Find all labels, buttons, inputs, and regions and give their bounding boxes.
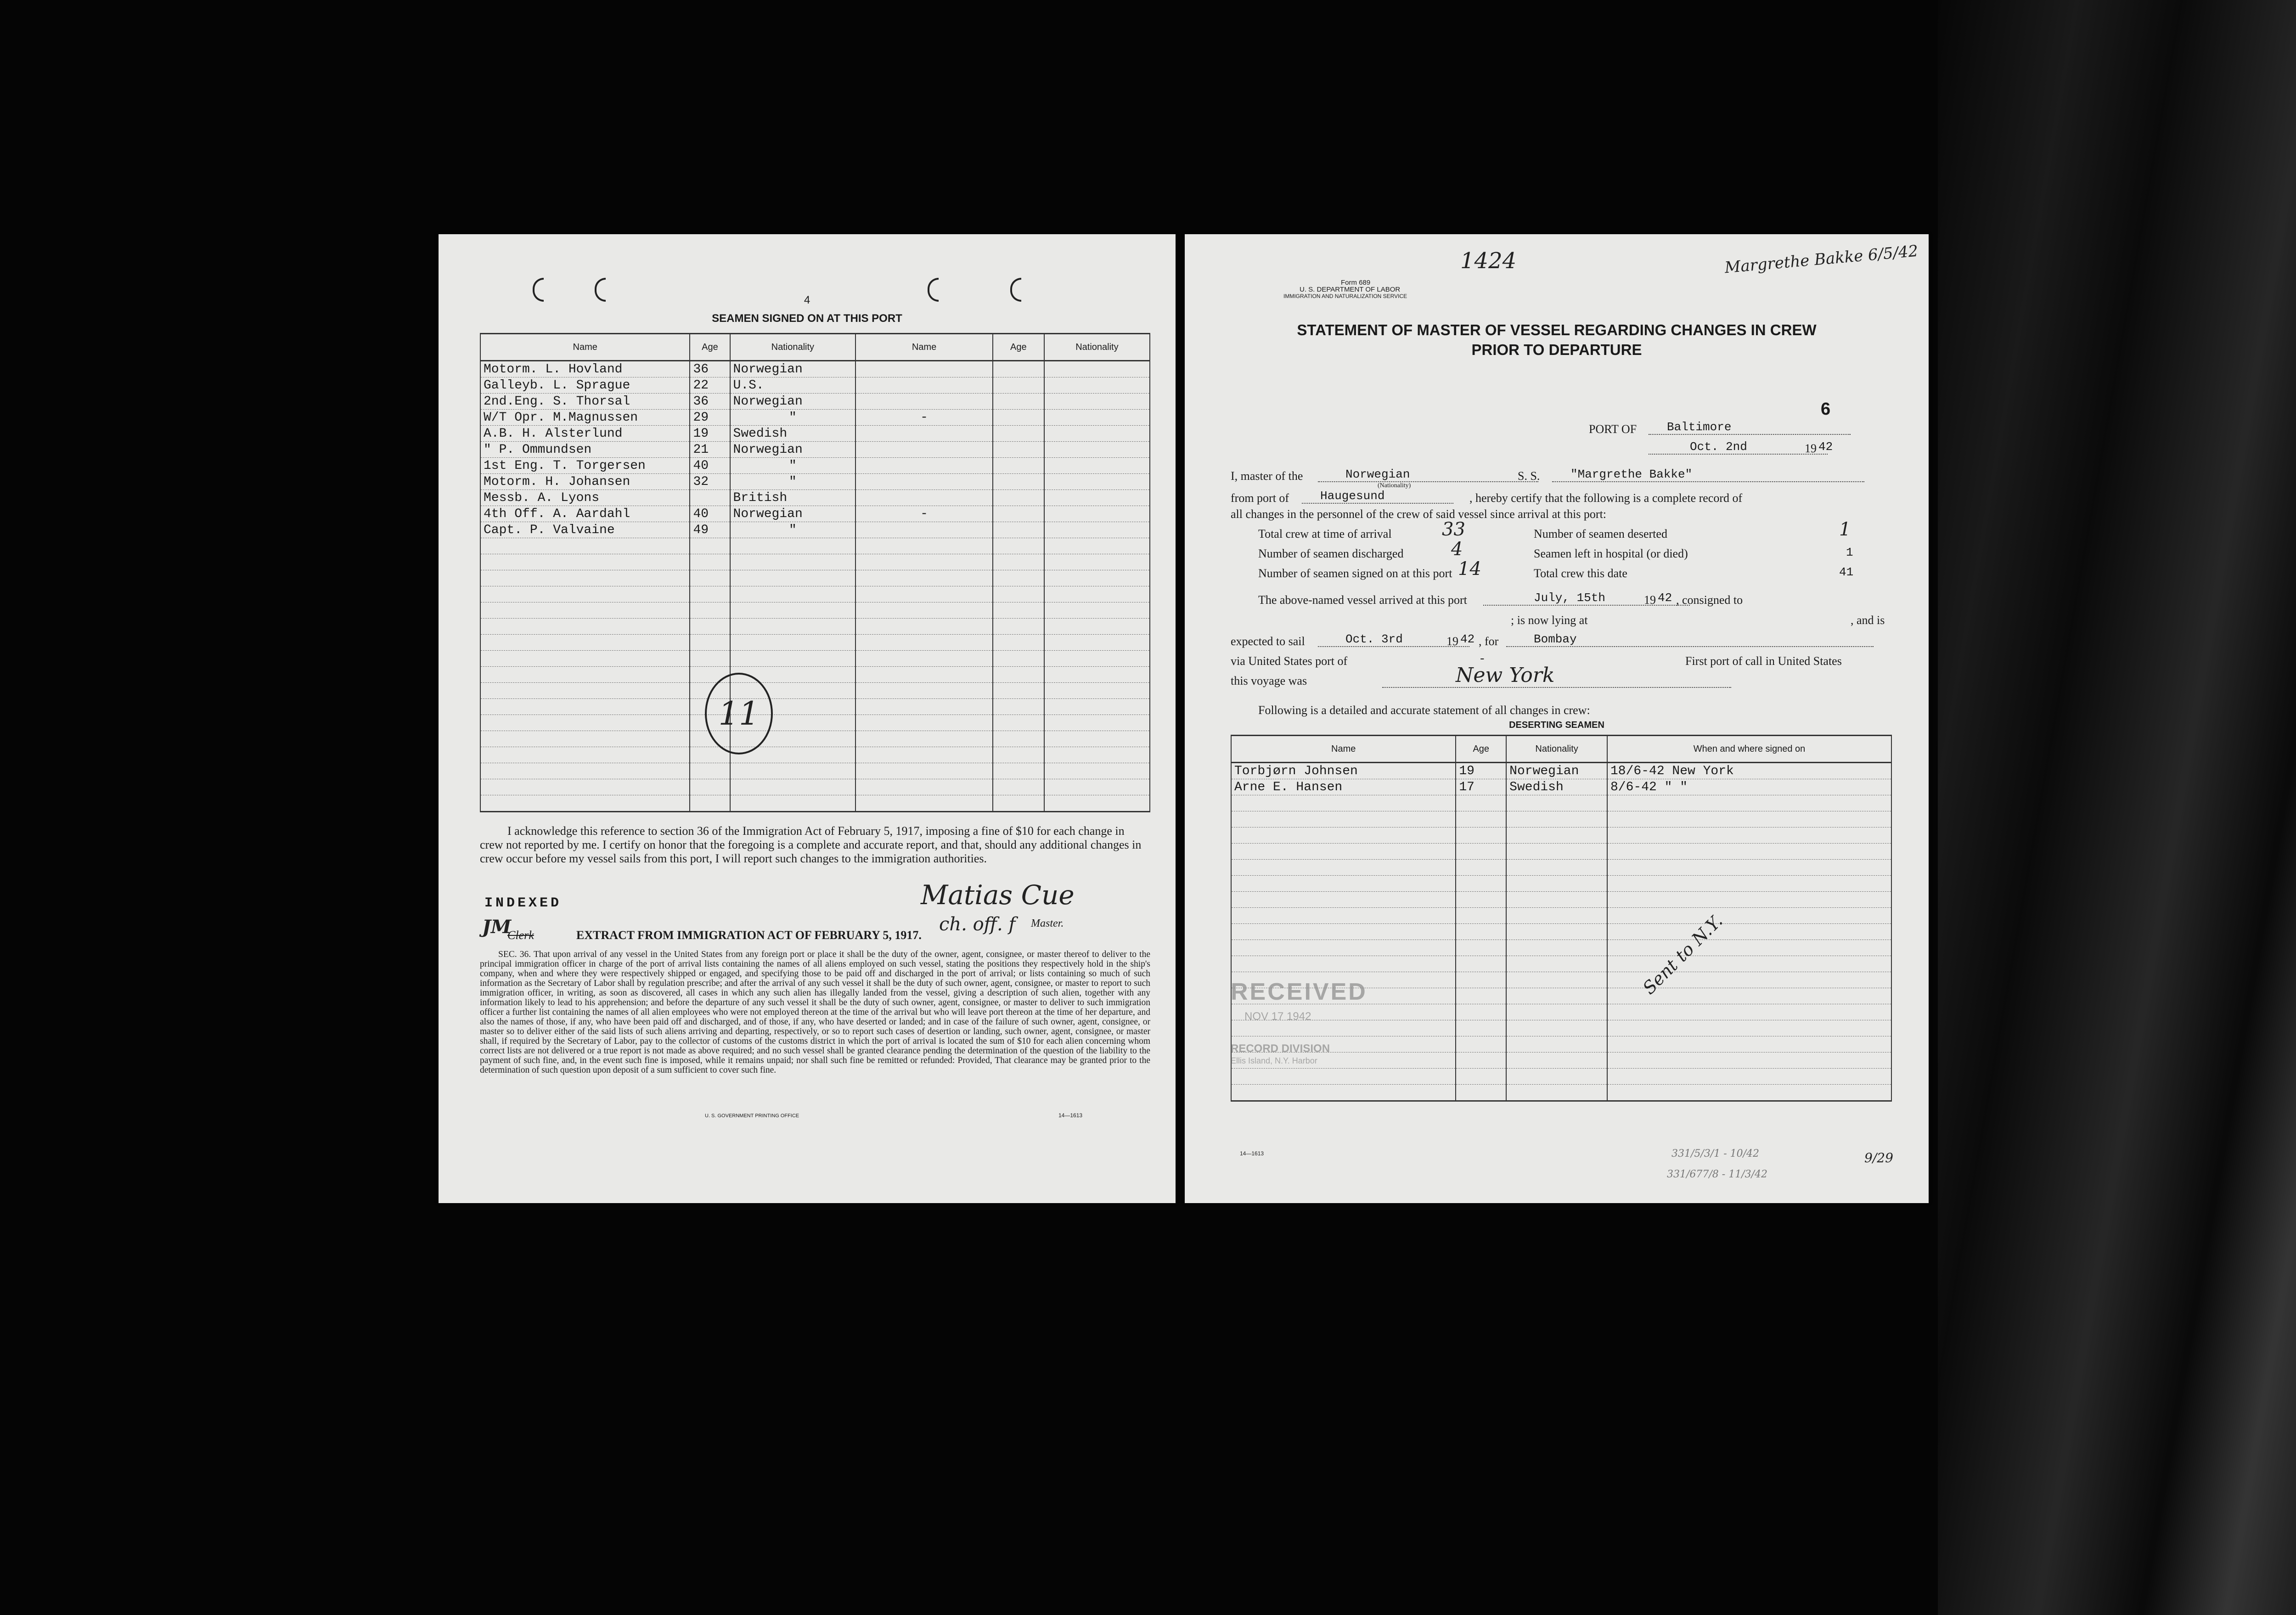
extract-text: SEC. 36. That upon arrival of any vessel in the United States from any foreign port or place it shall be the duty of the owner, agent, consignee, or master thereof to deliver to the principal immigration officer in charge of the port of arrival lists containing the names of all aliens employed on such vessel, stating the positions they respectively hold in the ship's company, when and where they were respectively shipped or engaged, and specifying those to be paid off and discharged in the port of arrival; or lists containing so much of such information as the Secretary of Labor shall by regulation prescribe; and after the arrival of any such vessel it shall be the duty of such owner, agent, consignee, or master to report to such immigration officer, in writing, as soon as discovered, all cases in which any such alien has illegally landed from the vessel, giving a description of such alien, together with any information likely to lead to his apprehension; and before the departure of any such vessel it shall be the duty of such owner, agent, consignee, or master to deliver to such immigration officer a further list containing the names of all alien employees who were not employed thereon at the time of the arrival but who will leave port thereon at the time of her departure, and also the names of those, if any, who have been paid off and discharged, and of those, if any, who have deserted or landed; and in case of the failure of such owner, agent, consignee, or master so to deliver either of the said lists of such aliens arriving and departing, respectively, or so to report such cases of desertion or landing, such owner, agent, consignee, or master shall, if required by the Secretary of Labor, pay to the collector of customs of the customs district in which the port of arrival is located the sum of $10 for each alien concerning whom correct lists are not delivered or a true report is not made as above required; and no such vessel shall be granted clearance pending the determination of the question of the liability to the payment of such fine, and, in the event such fine is imposed, while it remains unpaid; nor shall such fine be remitted or refunded: Provided, That clearance may be granted prior to the determination of such question upon deposit of a sum sufficient to cover such fine. xyxy=(480,950,1150,1075)
table-row xyxy=(1231,940,1891,956)
deserted-value: 1 xyxy=(1839,519,1851,540)
nationality-value: Norwegian xyxy=(1318,467,1538,482)
date-year-prefix: 19 xyxy=(1805,442,1817,455)
received-date: NOV 17 1942 xyxy=(1244,1010,1311,1023)
and-is-label: , and is xyxy=(1851,613,1885,627)
discharged-label: Number of seamen discharged xyxy=(1258,547,1404,560)
date-value: Oct. 2nd xyxy=(1649,440,1828,455)
table-row xyxy=(480,361,1150,377)
crew-nationality: " xyxy=(730,458,856,474)
table-row xyxy=(1231,956,1891,972)
crew-nationality: " xyxy=(730,410,856,426)
crew-age: 40 xyxy=(690,506,730,522)
table-row xyxy=(1231,1020,1891,1036)
table-row xyxy=(480,699,1150,715)
ss-label: S. S. xyxy=(1518,469,1540,483)
table-row xyxy=(480,635,1150,651)
table-row: W/T Opr. M.Magnussen 29 " - xyxy=(480,410,1150,426)
nationality-caption: (Nationality) xyxy=(1378,482,1411,489)
port-label: PORT OF xyxy=(1589,422,1637,436)
arrived-year-prefix: 19 xyxy=(1644,593,1656,607)
table-row xyxy=(480,651,1150,667)
crew-name: Motorm. L. Hovland xyxy=(480,361,690,377)
table-row xyxy=(1231,1052,1891,1069)
table-row xyxy=(1231,924,1891,940)
ship-name: "Margrethe Bakke" xyxy=(1552,467,1864,482)
crew-age: 21 xyxy=(690,442,730,458)
col-age: Age xyxy=(690,334,730,361)
via-value: - xyxy=(1479,652,1486,666)
deserter-nationality: Swedish xyxy=(1506,779,1607,795)
crew-age: 49 xyxy=(690,522,730,538)
deserter-age: 19 xyxy=(1456,763,1506,779)
table-row xyxy=(480,602,1150,619)
circled-count-value: 11 xyxy=(718,695,760,732)
service: IMMIGRATION AND NATURALIZATION SERVICE xyxy=(1283,293,1407,299)
clerk-label: Clerk xyxy=(507,928,534,942)
expected-year-prefix: 19 xyxy=(1446,635,1458,648)
table-row xyxy=(480,474,1150,490)
right-page xyxy=(1185,234,1929,1203)
crew-nationality: Norwegian xyxy=(730,442,856,458)
date-year: 42 xyxy=(1818,440,1833,454)
deserter-signed-on: 18/6-42 New York xyxy=(1607,763,1891,779)
crew-name: Capt. P. Valvaine xyxy=(480,522,690,538)
crew-name: " P. Ommundsen xyxy=(480,442,690,458)
background-texture xyxy=(1938,0,2296,1615)
table-row xyxy=(1231,1004,1891,1020)
title-line-2: PRIOR TO DEPARTURE xyxy=(1471,341,1642,358)
expected-label: expected to sail xyxy=(1231,635,1305,648)
master-signature: Matias Cue xyxy=(921,879,1075,911)
col-nationality-2: Nationality xyxy=(1044,334,1150,361)
expected-value: Oct. 3rd xyxy=(1318,632,1469,647)
table-row xyxy=(480,442,1150,458)
table-row xyxy=(1231,1036,1891,1052)
crew-name: Motorm. H. Johansen xyxy=(480,474,690,490)
deserter-nationality: Norwegian xyxy=(1506,763,1607,779)
consigned-label: , consigned to xyxy=(1676,593,1743,607)
acknowledgement-text: I acknowledge this reference to section 36 of the Immigration Act of February 5, 1917, imposing a fine of $10 for each change in crew not reported by me. I certify on honor that the foregoing is a complete and accurate report, and that, should any additional changes in crew occur before my vessel sails from this port, I will report such changes to the immigration authorities. xyxy=(480,824,1142,865)
bottom-initials: 9/29 xyxy=(1864,1150,1893,1165)
col-signed-on: When and where signed on xyxy=(1607,736,1891,763)
table-row xyxy=(1231,1069,1891,1085)
crew-age: 32 xyxy=(690,474,730,490)
total-crew-date-label: Total crew this date xyxy=(1534,567,1627,580)
table-row xyxy=(1231,811,1891,827)
table-row xyxy=(480,586,1150,602)
table-row xyxy=(1231,795,1891,811)
department: U. S. DEPARTMENT OF LABOR xyxy=(1300,286,1401,293)
table-row xyxy=(480,747,1150,763)
crew-age: 22 xyxy=(690,377,730,394)
table-row xyxy=(1231,779,1891,795)
expected-year: 42 xyxy=(1460,632,1475,646)
master-label: Master. xyxy=(1031,917,1064,929)
via-label: via United States port of xyxy=(1231,654,1348,668)
col-age: Age xyxy=(1456,736,1506,763)
deserter-signed-on: 8/6-42 " " xyxy=(1607,779,1891,795)
bottom-note-1: 331/5/3/1 - 10/42 xyxy=(1671,1148,1760,1159)
crew-nationality: Norwegian xyxy=(730,394,856,410)
deserting-title: DESERTING SEAMEN xyxy=(1509,720,1604,730)
table-row xyxy=(480,570,1150,586)
page-number: 4 xyxy=(804,294,810,306)
table-row xyxy=(480,667,1150,683)
form-code-right: 14—1613 xyxy=(1240,1150,1264,1157)
table-row xyxy=(1231,763,1891,779)
crew-age: 36 xyxy=(690,361,730,377)
for-label: , for xyxy=(1479,635,1499,648)
table-row xyxy=(480,458,1150,474)
for-value: Bombay xyxy=(1506,632,1874,647)
table-row xyxy=(480,779,1150,795)
table-row xyxy=(1231,860,1891,876)
sent-note: Sent to N.Y. xyxy=(1638,911,1727,998)
lying-label: ; is now lying at xyxy=(1511,613,1588,627)
crew-name: 1st Eng. T. Torgersen xyxy=(480,458,690,474)
table-row xyxy=(480,377,1150,394)
crew-name: A.B. H. Alsterlund xyxy=(480,426,690,442)
crew-age: 19 xyxy=(690,426,730,442)
crew-nationality: British xyxy=(730,490,856,506)
record-division: RECORD DIVISION xyxy=(1231,1042,1330,1055)
table-row xyxy=(480,763,1150,779)
table-row xyxy=(480,683,1150,699)
table-row xyxy=(1231,827,1891,844)
hospital-label: Seamen left in hospital (or died) xyxy=(1534,547,1688,560)
crew-nationality: Swedish xyxy=(730,426,856,442)
crew-name: 4th Off. A. Aardahl xyxy=(480,506,690,522)
crew-name: 2nd.Eng. S. Thorsal xyxy=(480,394,690,410)
table-row xyxy=(1231,1085,1891,1101)
crew-age: 36 xyxy=(690,394,730,410)
printing-office: U. S. GOVERNMENT PRINTING OFFICE xyxy=(705,1113,799,1119)
table-row xyxy=(480,426,1150,442)
port-value: Baltimore xyxy=(1649,420,1851,435)
ellis-island: Ellis Island, N.Y. Harbor xyxy=(1231,1056,1317,1065)
top-right-note: Margrethe Bakke 6/5/42 xyxy=(1724,242,1919,277)
arrived-value: July, 15th xyxy=(1483,591,1690,606)
master-of-label: I, master of the xyxy=(1231,469,1303,483)
extract-title: EXTRACT FROM IMMIGRATION ACT OF FEBRUARY 5, 1917. xyxy=(576,928,922,942)
table-row xyxy=(480,394,1150,410)
form-number: Form 689 xyxy=(1341,279,1371,287)
deserter-age: 17 xyxy=(1456,779,1506,795)
table-row xyxy=(1231,908,1891,924)
changes-text: all changes in the personnel of the crew of said vessel since arrival at this port: xyxy=(1231,507,1607,521)
signed-on-label: Number of seamen signed on at this port xyxy=(1258,567,1452,580)
from-port-label: from port of xyxy=(1231,491,1289,505)
total-crew-arrival-label: Total crew at time of arrival xyxy=(1258,527,1392,540)
clerk-initials: JM xyxy=(482,916,512,938)
bottom-note-2: 331/677/8 - 11/3/42 xyxy=(1667,1169,1768,1180)
table-row xyxy=(480,731,1150,747)
crew-name: W/T Opr. M.Magnussen xyxy=(480,410,690,426)
crew-nationality: " xyxy=(730,474,856,490)
crew-age xyxy=(690,490,730,506)
table-row xyxy=(1231,876,1891,892)
voyage-value: New York xyxy=(1382,664,1731,688)
sheet-number: 6 xyxy=(1821,400,1831,419)
from-port-value: Haugesund xyxy=(1302,489,1453,504)
table-row xyxy=(1231,892,1891,908)
col-name: Name xyxy=(480,334,690,361)
total-crew-date-value: 41 xyxy=(1839,565,1854,579)
handwritten-number: 1424 xyxy=(1460,248,1517,274)
deserted-label: Number of seamen deserted xyxy=(1534,527,1667,540)
table-row xyxy=(480,538,1150,554)
indexed-stamp: INDEXED xyxy=(484,895,562,911)
col-name-2: Name xyxy=(855,334,993,361)
crew-nationality: U.S. xyxy=(730,377,856,394)
deserter-name: Arne E. Hansen xyxy=(1231,779,1456,795)
total-crew-arrival-value: 33 xyxy=(1442,519,1465,540)
col-nationality: Nationality xyxy=(730,334,856,361)
voyage-label: this voyage was xyxy=(1231,674,1307,687)
first-port-label: First port of call in United States xyxy=(1685,654,1842,668)
section-title: SEAMEN SIGNED ON AT THIS PORT xyxy=(712,312,902,325)
title-line-1: STATEMENT OF MASTER OF VESSEL REGARDING CHANGES IN CREW xyxy=(1297,321,1817,338)
signed-on-table xyxy=(480,333,1150,812)
master-signature-sub: ch. off. f xyxy=(939,914,1016,935)
crew-nationality: Norwegian xyxy=(730,506,856,522)
col-age-2: Age xyxy=(993,334,1044,361)
table-row xyxy=(480,715,1150,731)
col-nationality: Nationality xyxy=(1506,736,1607,763)
table-row: 4th Off. A. Aardahl 40 Norwegian - xyxy=(480,506,1150,522)
table-row xyxy=(1231,844,1891,860)
table-row xyxy=(480,490,1150,506)
col-name: Name xyxy=(1231,736,1456,763)
deserter-name: Torbjørn Johnsen xyxy=(1231,763,1456,779)
signed-on-value: 14 xyxy=(1458,558,1481,580)
table-row xyxy=(480,619,1150,635)
certify-text: , hereby certify that the following is a complete record of xyxy=(1469,491,1743,505)
crew-name: Galleyb. L. Sprague xyxy=(480,377,690,394)
crew-nationality: Norwegian xyxy=(730,361,856,377)
table-row xyxy=(480,554,1150,570)
crew-name: Messb. A. Lyons xyxy=(480,490,690,506)
discharged-value: 4 xyxy=(1451,539,1463,560)
received-stamp: RECEIVED xyxy=(1231,979,1367,1005)
form-code-left: 14—1613 xyxy=(1058,1112,1083,1119)
crew-age: 40 xyxy=(690,458,730,474)
crew-age: 29 xyxy=(690,410,730,426)
crew-nationality: " xyxy=(730,522,856,538)
following-text: Following is a detailed and accurate statement of all changes in crew: xyxy=(1258,703,1590,717)
hospital-value: 1 xyxy=(1846,546,1853,559)
left-page xyxy=(439,234,1176,1203)
arrived-label: The above-named vessel arrived at this port xyxy=(1258,593,1467,607)
table-row xyxy=(480,795,1150,812)
table-row xyxy=(480,522,1150,538)
circled-count xyxy=(705,673,773,754)
arrived-year: 42 xyxy=(1658,591,1672,605)
